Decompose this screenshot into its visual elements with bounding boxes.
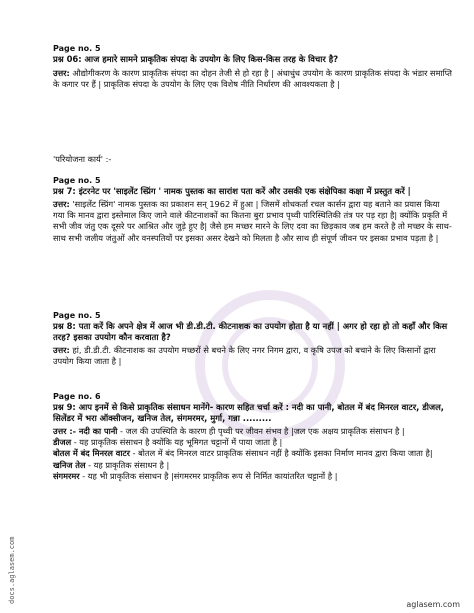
- section-q8: [53, 311, 453, 367]
- answer-text: हां, डी.डी.टी. कीटनाशक का उपयोग मच्छरों से बचने के लिए नगर निगम द्वारा, व कृषि उपज को बचाने के लिए किसानों द्वारा उपयोग किया जाता है |: [53, 345, 436, 367]
- side-url-text: docs.aglasem.com: [8, 536, 16, 604]
- item-text: - यह प्राकृतिक संसाधन है क्योंकि यह भूमिगत चट्टानों में पाया जाता है |: [73, 437, 283, 448]
- answer-7: [53, 199, 453, 244]
- answer-label: उत्तर :- नदी का पानी: [53, 426, 118, 436]
- question-8: प्रश्न 8: पता करें कि अपने क्षेत्र में आज भी डी.डी.टी. कीटनाशक का उपयोग होता है या नहीं | अगर हो रहा हो तो कहाँ और किस तरह? इसका उपयोग कौन करवाता है?: [53, 321, 448, 342]
- item-text: - यह भी प्राकृतिक संसाधन है |संगमरमर प्राकृतिक रूप से निर्मित कायांतरित चट्टानों है |: [82, 470, 338, 481]
- page-number: Page no. 5: [53, 311, 101, 320]
- answer-9: [53, 426, 453, 437]
- item-term: संगमरमर: [53, 470, 80, 481]
- answer-6: [53, 68, 453, 90]
- item-text: - यह प्राकृतिक संसाधन है |: [88, 459, 170, 470]
- answer-label: उत्तर:: [53, 345, 70, 355]
- question-6: प्रश्न 06: आज हमारे सामने प्राकृतिक संपदा के उपयोग के लिए किस-किस तरह के विचार है?: [53, 54, 339, 64]
- item-term: बोतल में बंद मिनरल वाटर: [53, 448, 130, 459]
- item-mineral-water: [53, 448, 453, 459]
- answer-text: 'साइलेंट स्प्रिंग' नामक पुस्तक का प्रकाशन सन् 1962 में हुआ | जिसमें शोधकर्ता रचल कार्सन द्वारा यह बताने का प्रयास किया गया कि मानव द्वारा इस्तेमाल किए जाने वाले कीटनाशकों का कितना बुरा प्रभाव पृथ्वी पारिस्थितिकी तंत्र पर पड़ रहा है| क्योंकि प्रकृति में सभी जीव जंतु एक दूसरे पर आश्रित और जुड़े हुए है| जैसे हम मच्छर मारने के लिए दवा का छिड़काव जब हम करते है तो मच्छर के साथ- साथ सभी जलीय जंतुओं और वनस्पतियों पर इसका असर देखने को मिलता है और साथ ही संपूर्ण जीवन पर इसका प्रभाव पड़ता है |: [53, 199, 452, 243]
- item-term: खनिज तेल: [53, 459, 86, 470]
- section-q9: [53, 392, 453, 482]
- question-7: प्रश्न 7: इंटरनेट पर 'साइलेंट स्प्रिंग ' नामक पुस्तक का सारांश पता करें और उसकी एक संक्षेपिका कक्षा में प्रस्तुत करें |: [53, 186, 411, 196]
- answer-8: [53, 345, 453, 367]
- page-number: Page no. 5: [53, 44, 101, 53]
- answer-label: उत्तर:: [53, 68, 70, 78]
- item-term: डीजल: [53, 437, 72, 448]
- section-project: [53, 154, 453, 165]
- item-text: - बोतल में बंद मिनरल वाटर प्राकृतिक संसाधन नहीं है क्योंकि इसका निर्माण मानव द्वारा किया जाता है|: [132, 448, 433, 459]
- answer-text: - जल की उपस्थिति के कारण ही पृथ्वी पर जीवन संभव है |जल एक अक्षय प्राकृतिक संसाधन है |: [120, 426, 405, 436]
- page-number: Page no. 5: [53, 176, 101, 185]
- item-marble: [53, 471, 453, 482]
- page-number: Page no. 6: [53, 392, 101, 401]
- footer-brand: aglasem.com: [406, 600, 460, 609]
- project-heading: 'परियोजना कार्य' :-: [53, 154, 112, 164]
- answer-label: उत्तर:: [53, 199, 70, 209]
- item-diesel: [53, 437, 453, 448]
- section-q6: [53, 44, 453, 90]
- side-url: [2, 470, 16, 610]
- section-q7: [53, 176, 453, 244]
- item-mineral-oil: [53, 460, 453, 471]
- answer-text: औद्योगीकरण के कारण प्राकृतिक संपदा का दोहन तेजी से हो रहा है | अंधाधुंध उपयोग के कारण प्राकृतिक संपदा के भंडार समाप्ति के कगार पर हैं | प्राकृतिक संपदा के उपयोग के लिए एक विशेष नीति निर्धारण की आवश्यकता है |: [53, 68, 452, 90]
- question-9: प्रश्न 9: आप इनमें से किसे प्राकृतिक संसाधन मानेंगे- कारण सहित चर्चा करें : नदी का पानी, बोतल में बंद मिनरल वाटर, डीजल, सिलेंडर में भरा ऑक्सीजन, खनिज तेल, संगमरमर, मुर्गा, गन्ना .........: [53, 402, 444, 423]
